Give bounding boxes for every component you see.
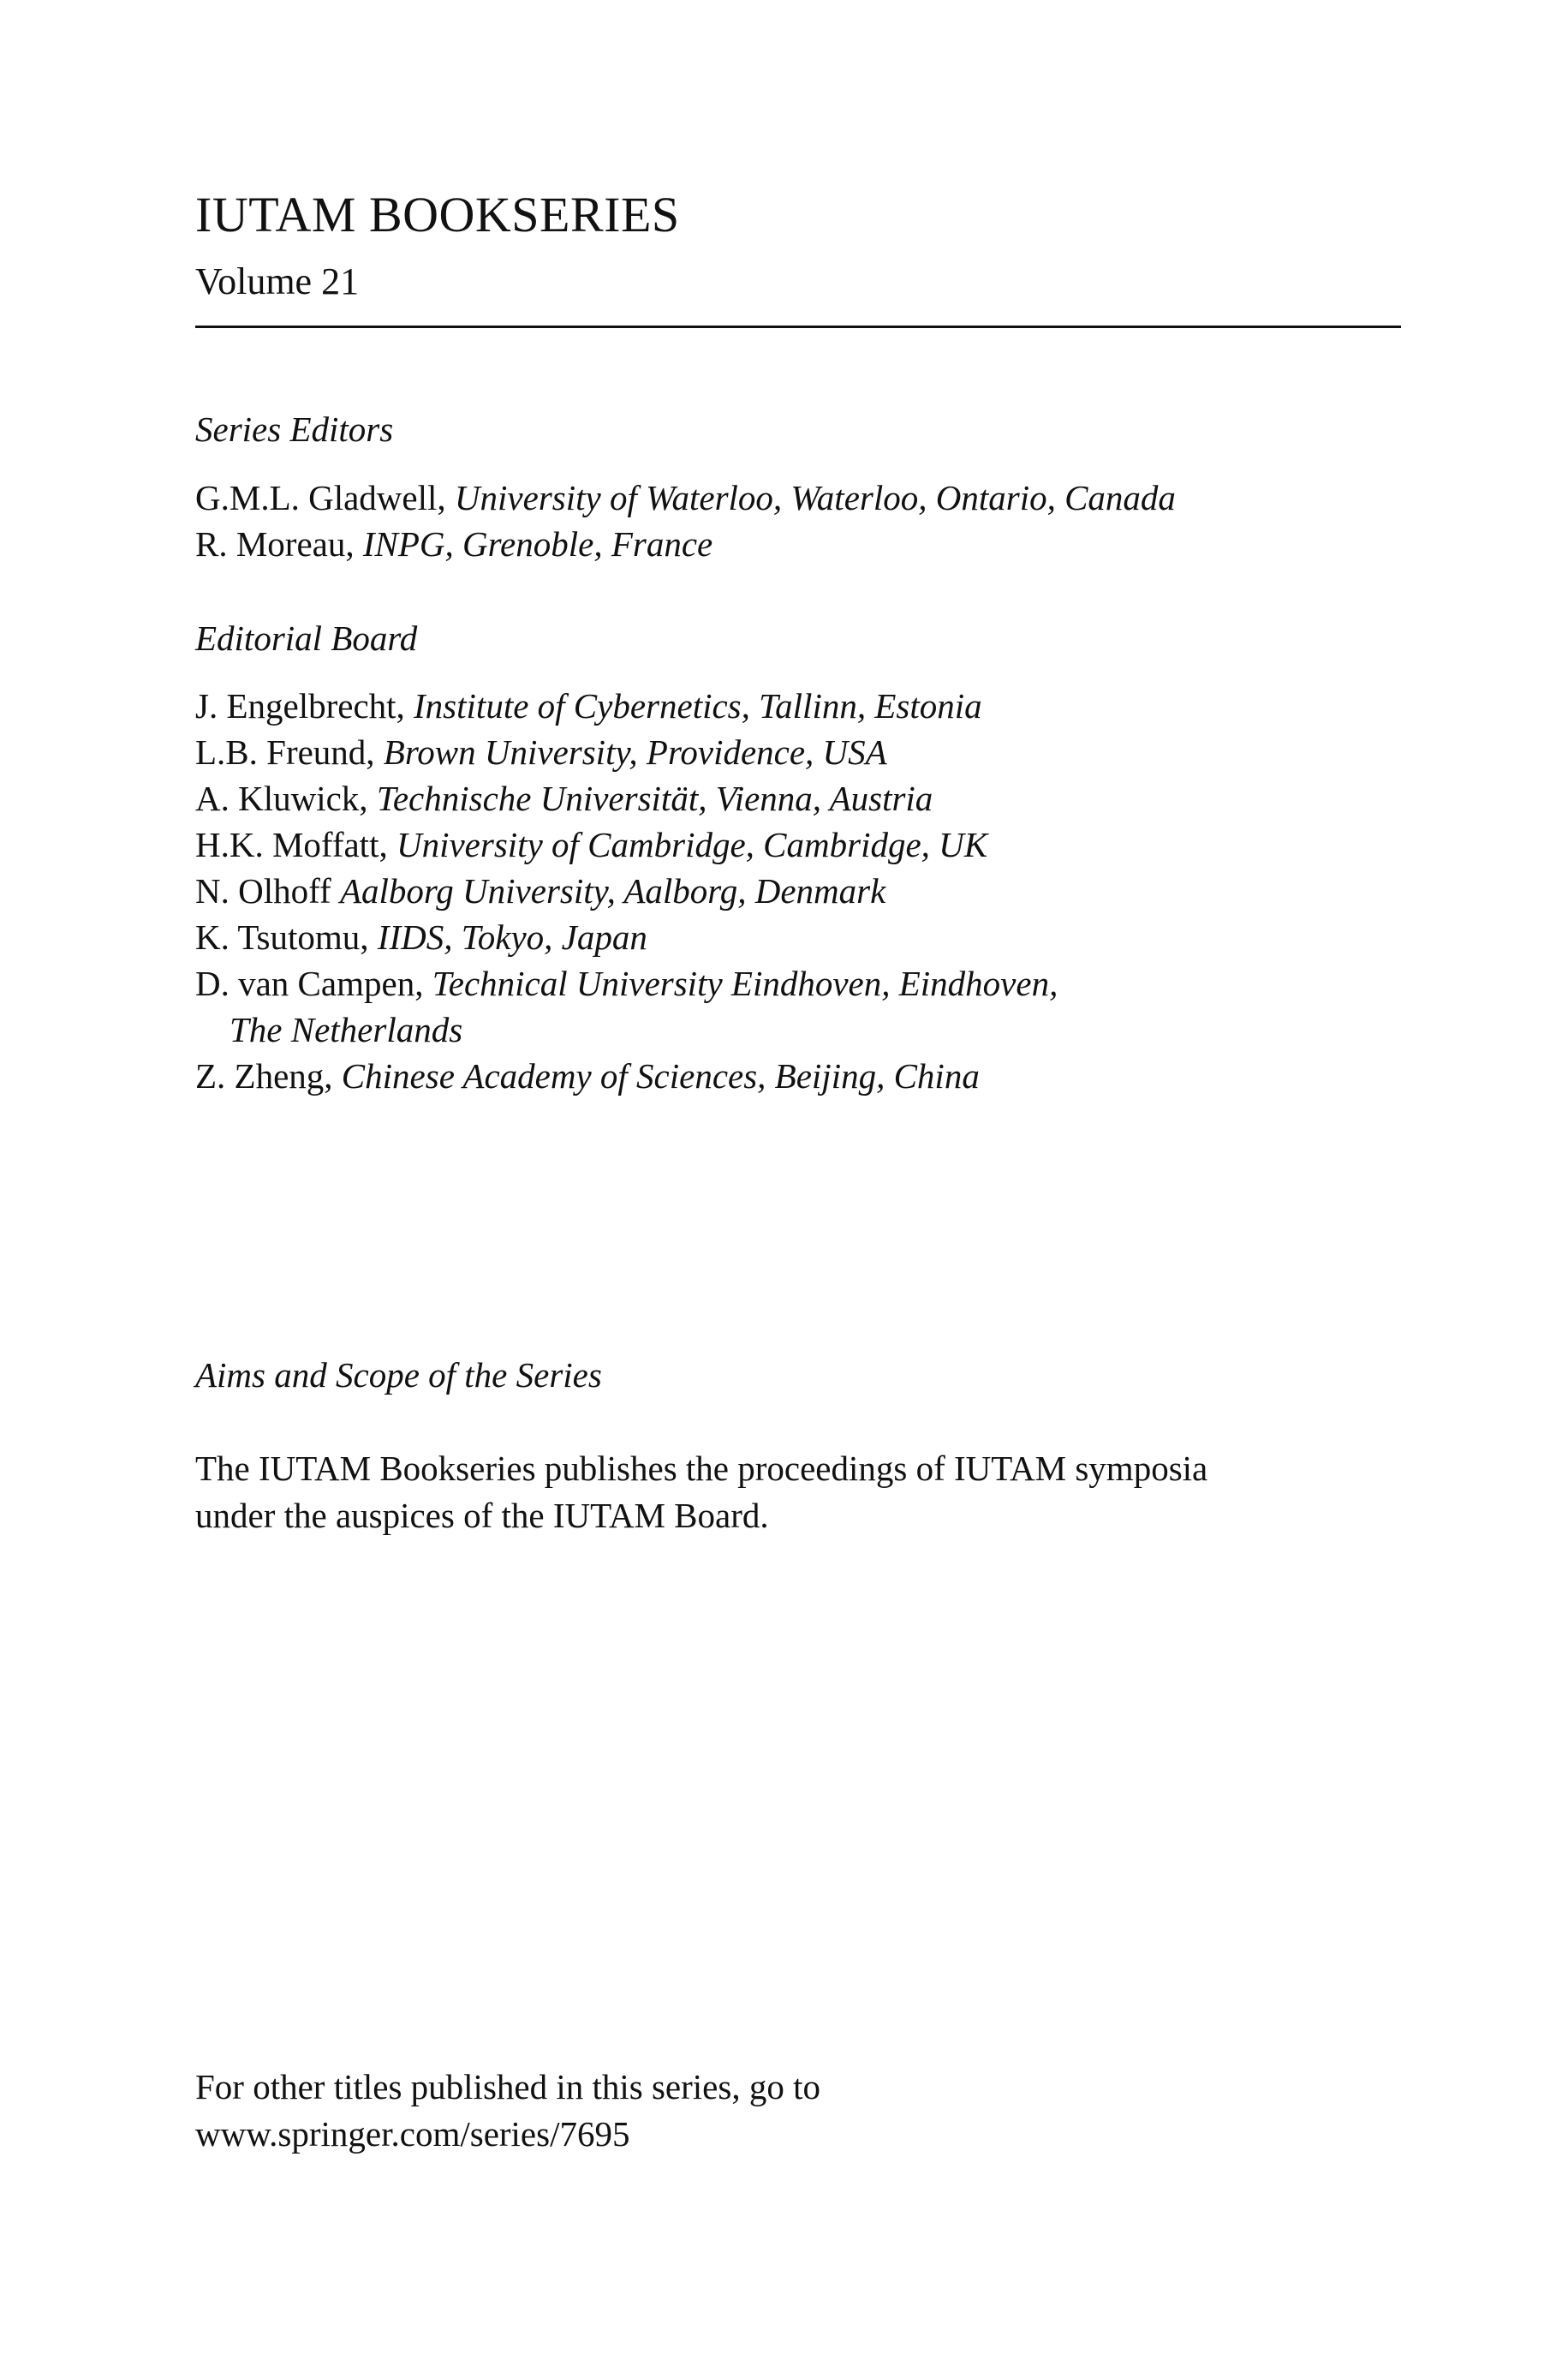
list-item xyxy=(195,521,1176,567)
board-member-name: L.B. Freund, xyxy=(195,732,384,772)
footer-line: For other titles published in this series, go to xyxy=(195,2067,820,2106)
series-url: www.springer.com/series/7695 xyxy=(195,2114,630,2154)
aims-scope-paragraph xyxy=(195,1445,1207,1539)
board-member-name: J. Engelbrecht, xyxy=(195,686,414,726)
board-member-name: A. Kluwick, xyxy=(195,779,377,818)
list-item xyxy=(195,1053,1058,1099)
editorial-board-heading: Editorial Board xyxy=(195,618,418,658)
board-member-affiliation: IIDS, Tokyo, Japan xyxy=(377,917,647,957)
aims-scope-heading: Aims and Scope of the Series xyxy=(195,1355,602,1395)
list-item xyxy=(195,914,1058,960)
board-member-affiliation: Technical University Eindhoven, Eindhoven, xyxy=(432,964,1058,1003)
board-member-name: K. Tsutomu, xyxy=(195,917,378,957)
board-member-name: N. Olhoff xyxy=(195,871,340,911)
list-item xyxy=(195,683,1058,729)
editor-affiliation: University of Waterloo, Waterloo, Ontario, Canada xyxy=(454,478,1176,517)
list-item xyxy=(195,729,1058,775)
list-item xyxy=(195,775,1058,822)
volume-number: Volume 21 xyxy=(195,260,360,302)
editorial-board-list xyxy=(195,683,1058,1099)
series-editors-list xyxy=(195,475,1176,567)
board-member-name: H.K. Moffatt, xyxy=(195,825,396,864)
board-member-name: Z. Zheng, xyxy=(195,1056,342,1096)
series-editors-heading: Series Editors xyxy=(195,409,394,449)
editor-name: G.M.L. Gladwell, xyxy=(195,478,455,517)
affiliation-continuation: The Netherlands xyxy=(230,1010,463,1049)
board-member-affiliation: Aalborg University, Aalborg, Denmark xyxy=(339,871,886,911)
board-member-name: D. van Campen, xyxy=(195,964,432,1003)
list-item xyxy=(195,475,1176,521)
board-member-affiliation: Chinese Academy of Sciences, Beijing, China xyxy=(341,1056,980,1096)
footer-note xyxy=(195,2064,820,2158)
board-member-affiliation: University of Cambridge, Cambridge, UK xyxy=(396,825,988,864)
series-title: IUTAM BOOKSERIES xyxy=(195,187,680,242)
board-member-affiliation: Brown University, Providence, USA xyxy=(383,732,887,772)
list-item xyxy=(195,868,1058,914)
board-member-affiliation: Technische Universität, Vienna, Austria xyxy=(376,779,933,818)
editor-name: R. Moreau, xyxy=(195,524,363,564)
header-rule xyxy=(195,326,1401,328)
editor-affiliation: INPG, Grenoble, France xyxy=(362,524,713,564)
list-item xyxy=(195,960,1058,1007)
board-member-affiliation: Institute of Cybernetics, Tallinn, Estonia xyxy=(414,686,982,726)
list-item xyxy=(195,822,1058,868)
paragraph-line: The IUTAM Bookseries publishes the proceedings of IUTAM symposia xyxy=(195,1449,1208,1488)
paragraph-line: under the auspices of the IUTAM Board. xyxy=(195,1496,769,1535)
